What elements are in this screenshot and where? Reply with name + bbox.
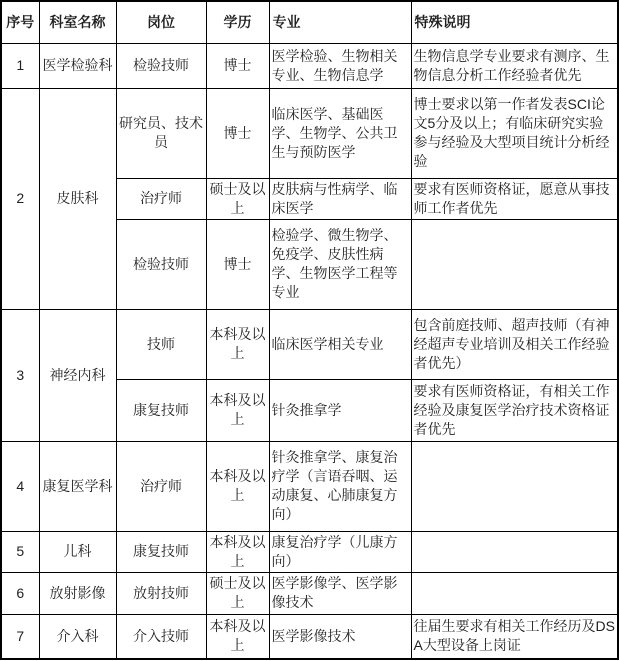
cell-note: 要求有医师资格证，愿意从事技师工作者优先: [411, 178, 618, 219]
cell-no: 4: [1, 441, 39, 531]
cell-note: 要求有医师资格证，有相关工作经验及康复医学治疗技术资格证者优先: [411, 379, 618, 441]
cell-no: 6: [1, 572, 39, 614]
table-row: [1, 309, 618, 379]
cell-dept: 康复医学科: [39, 441, 116, 531]
cell-major: 针灸推拿学: [269, 379, 411, 441]
cell-dept: 儿科: [39, 531, 116, 572]
cell-major: 医学检验、生物相关专业、生物信息学: [269, 43, 411, 88]
header-cell-post: 岗位: [116, 1, 206, 43]
header-cell-major: 专业: [269, 1, 411, 43]
table-row: [1, 572, 618, 614]
cell-note: 往届生要求有相关工作经历及DSA大型设备上岗证: [411, 614, 618, 659]
cell-degree: 硕士及以上: [206, 178, 269, 219]
cell-major: 康复治疗学（儿康方向）: [269, 531, 411, 572]
cell-dept: 放射影像: [39, 572, 116, 614]
cell-dept: 神经内科: [39, 309, 116, 441]
cell-major: 医学影像学、医学影像技术: [269, 572, 411, 614]
cell-no: 5: [1, 531, 39, 572]
cell-degree: 本科及以上: [206, 531, 269, 572]
cell-note: [411, 531, 618, 572]
header-row: [1, 1, 618, 43]
cell-note: 生物信息学专业要求有测序、生物信息分析工作经验者优先: [411, 43, 618, 88]
cell-no: 7: [1, 614, 39, 659]
cell-no: 3: [1, 309, 39, 441]
cell-major: 临床医学相关专业: [269, 309, 411, 379]
cell-post: 治疗师: [116, 178, 206, 219]
header-cell-dept: 科室名称: [39, 1, 116, 43]
cell-no: 2: [1, 88, 39, 309]
cell-major: 皮肤病与性病学、临床医学: [269, 178, 411, 219]
table-row: [1, 614, 618, 659]
cell-degree: 本科及以上: [206, 379, 269, 441]
cell-dept: 介入科: [39, 614, 116, 659]
cell-post: 研究员、技术员: [116, 88, 206, 178]
cell-degree: 博士: [206, 219, 269, 309]
table-row: [1, 88, 618, 178]
cell-degree: 博士: [206, 43, 269, 88]
cell-post: 康复技师: [116, 379, 206, 441]
table-row: [1, 441, 618, 531]
cell-post: 康复技师: [116, 531, 206, 572]
cell-post: 技师: [116, 309, 206, 379]
cell-note: 博士要求以第一作者发表SCI论文5分及以上；有临床研究实验参与经验及大型项目统计分析经验: [411, 88, 618, 178]
header-cell-degree: 学历: [206, 1, 269, 43]
header-cell-note: 特殊说明: [411, 1, 618, 43]
cell-degree: 本科及以上: [206, 309, 269, 379]
cell-post: 治疗师: [116, 441, 206, 531]
cell-degree: 博士: [206, 88, 269, 178]
cell-degree: 本科及以上: [206, 614, 269, 659]
cell-note: [411, 572, 618, 614]
cell-post: 检验技师: [116, 43, 206, 88]
cell-note: 包含前庭技师、超声技师（有神经超声专业培训及相关工作经验者优先）: [411, 309, 618, 379]
cell-major: 针灸推拿学、康复治疗学（言语吞咽、运动康复、心肺康复方向）: [269, 441, 411, 531]
cell-note: [411, 219, 618, 309]
cell-major: 检验学、微生物学、免疫学、皮肤性病学、生物医学工程等专业: [269, 219, 411, 309]
cell-dept: 医学检验科: [39, 43, 116, 88]
header-cell-no: 序号: [1, 1, 39, 43]
cell-major: 临床医学、基础医学、生物学、公共卫生与预防医学: [269, 88, 411, 178]
cell-degree: 本科及以上: [206, 441, 269, 531]
cell-no: 1: [1, 43, 39, 88]
cell-major: 医学影像技术: [269, 614, 411, 659]
cell-degree: 硕士及以上: [206, 572, 269, 614]
cell-note: [411, 441, 618, 531]
cell-post: 介入技师: [116, 614, 206, 659]
cell-dept: 皮肤科: [39, 88, 116, 309]
table-row: [1, 43, 618, 88]
table-row: [1, 531, 618, 572]
cell-post: 放射技师: [116, 572, 206, 614]
cell-post: 检验技师: [116, 219, 206, 309]
